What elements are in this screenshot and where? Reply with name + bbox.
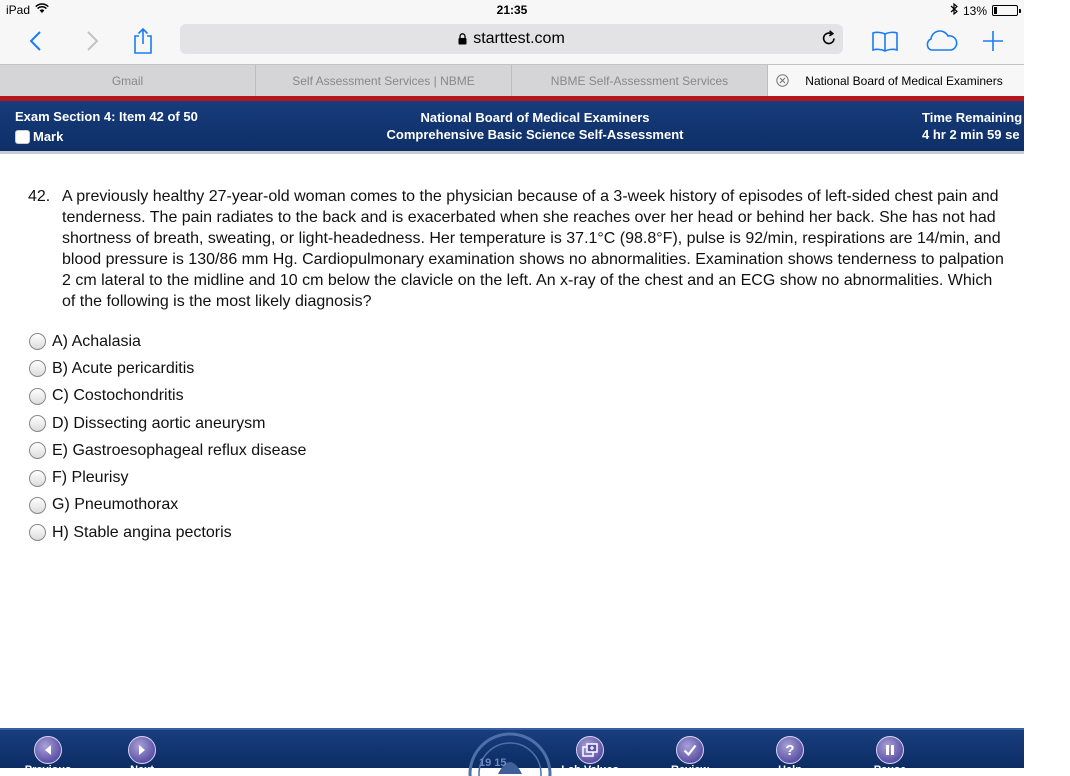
radio-button[interactable] [29, 415, 46, 432]
wifi-icon [35, 3, 49, 17]
pause-label[interactable]: Pause [873, 764, 907, 776]
browser-toolbar [0, 20, 1024, 64]
question-text: A previously healthy 27-year-old woman comes to the physician because of a 3-week history of episodes of left-sided chest pain and tenderness. The pain radiates to the back and is exacerbated when she reaches over her head or behind her back. She has not had shortness of breath, sweating, or light-headedness. Her temperature is 37.1°C (98.8°F), pulse is 92/min, respirations are 14/min, and blood pressure is 130/86 mm Hg. Cardiopulmonary examination shows no abnormalities. Examination shows tenderness to palpation 2 cm lateral to the midline and 10 cm below the clavicle on the left. An x-ray of the chest and an ECG show no abnormalities. Which of the following is the most likely diagnosis? [62, 188, 1004, 310]
arrow-left-icon [42, 744, 54, 756]
chevron-right-icon [86, 30, 100, 52]
answer-option-c[interactable] [29, 383, 629, 410]
answer-option-b[interactable] [29, 355, 629, 382]
org-name: National Board of Medical Examiners [420, 110, 650, 125]
clock: 21:35 [496, 3, 528, 17]
radio-button[interactable] [29, 524, 46, 541]
share-button[interactable] [130, 24, 156, 58]
pause-button[interactable] [876, 736, 904, 764]
radio-button[interactable] [29, 470, 46, 487]
lab-values-icon [582, 743, 598, 757]
seal-year: 19 15 [479, 757, 507, 769]
review-button[interactable] [676, 736, 704, 764]
previous-button[interactable] [34, 736, 62, 764]
back-button[interactable] [24, 24, 46, 58]
question-mark-icon [784, 742, 796, 758]
bookmarks-button[interactable] [870, 24, 900, 58]
tab-gmail[interactable] [0, 65, 256, 96]
arrow-right-icon [136, 744, 148, 756]
answer-option-e[interactable] [29, 437, 629, 464]
status-bar [0, 0, 1024, 20]
next-button[interactable] [128, 736, 156, 764]
nbme-seal-logo [462, 730, 558, 770]
answer-option-g[interactable] [29, 492, 629, 519]
radio-button[interactable] [29, 333, 46, 350]
answer-options [29, 328, 629, 546]
exam-header [0, 101, 1024, 151]
battery-icon [992, 5, 1018, 16]
radio-button[interactable] [29, 497, 46, 514]
exam-name: Comprehensive Basic Science Self-Assessment [386, 127, 684, 142]
option-label: B) Acute pericarditis [52, 359, 195, 377]
book-icon [871, 30, 899, 52]
tab-label: National Board of Medical Examiners [805, 73, 1003, 88]
option-label: D) Dissecting aortic aneurysm [52, 414, 266, 432]
lab-values-label[interactable]: Lab Values [561, 764, 619, 776]
cloud-icon [923, 30, 959, 52]
url-text: starttest.com [473, 30, 565, 47]
previous-label[interactable]: Previous [24, 764, 72, 776]
mark-label: Mark [33, 129, 64, 144]
radio-button[interactable] [29, 360, 46, 377]
battery-percent: 13% [962, 3, 987, 18]
help-label[interactable]: Help [778, 764, 802, 776]
chevron-left-icon [28, 30, 42, 52]
device-name: iPad [6, 3, 31, 17]
answer-option-a[interactable] [29, 328, 629, 355]
tab-national-board-of-medical-examiners[interactable] [768, 65, 1024, 96]
tab-bar [0, 64, 1024, 96]
tab-self-assessment-services-nbme[interactable] [256, 65, 512, 96]
option-label: H) Stable angina pectoris [52, 523, 232, 541]
plus-icon [981, 29, 1005, 53]
option-label: A) Achalasia [52, 332, 141, 350]
lock-icon [458, 33, 467, 45]
radio-button[interactable] [29, 388, 46, 405]
address-bar[interactable] [180, 24, 843, 54]
tab-label: Self Assessment Services | NBME [292, 73, 475, 88]
option-label: E) Gastroesophageal reflux disease [52, 441, 307, 459]
battery-level [994, 7, 997, 14]
close-tab-button[interactable] [776, 74, 789, 90]
tab-label: NBME Self-Assessment Services [550, 73, 729, 88]
tab-label: Gmail [111, 73, 144, 88]
icloud-tabs-button[interactable] [922, 24, 960, 58]
section-item-indicator: Exam Section 4: Item 42 of 50 [15, 109, 198, 124]
tab-nbme-self-assessment-services[interactable] [512, 65, 768, 96]
pause-icon [884, 744, 896, 756]
forward-button[interactable] [82, 24, 104, 58]
checkmark-icon [683, 744, 697, 756]
answer-option-h[interactable] [29, 519, 629, 546]
help-button[interactable] [776, 736, 804, 764]
option-label: G) Pneumothorax [52, 496, 179, 514]
option-label: F) Pleurisy [52, 469, 129, 487]
checkbox-icon[interactable] [15, 130, 30, 144]
reload-button[interactable] [821, 29, 837, 52]
mark-checkbox[interactable] [15, 129, 198, 144]
reload-icon [821, 29, 837, 47]
share-icon [132, 27, 154, 55]
answer-option-d[interactable] [29, 410, 629, 437]
close-icon [776, 74, 789, 87]
svg-text:?: ? [785, 742, 795, 759]
question-number: 42. [28, 188, 51, 205]
option-label: C) Costochondritis [52, 387, 184, 405]
answer-option-f[interactable] [29, 464, 629, 491]
time-remaining-value: 4 hr 2 min 59 se [922, 127, 1020, 142]
new-tab-button[interactable] [980, 24, 1006, 58]
bluetooth-icon [950, 3, 958, 18]
radio-button[interactable] [29, 442, 46, 459]
bottom-nav-bar [0, 728, 1024, 776]
lab-values-button[interactable] [576, 736, 604, 764]
review-label[interactable]: Review [671, 764, 709, 776]
time-remaining-label: Time Remaining [922, 110, 1023, 125]
next-label[interactable]: Next [130, 764, 154, 776]
header-divider [0, 151, 1024, 154]
